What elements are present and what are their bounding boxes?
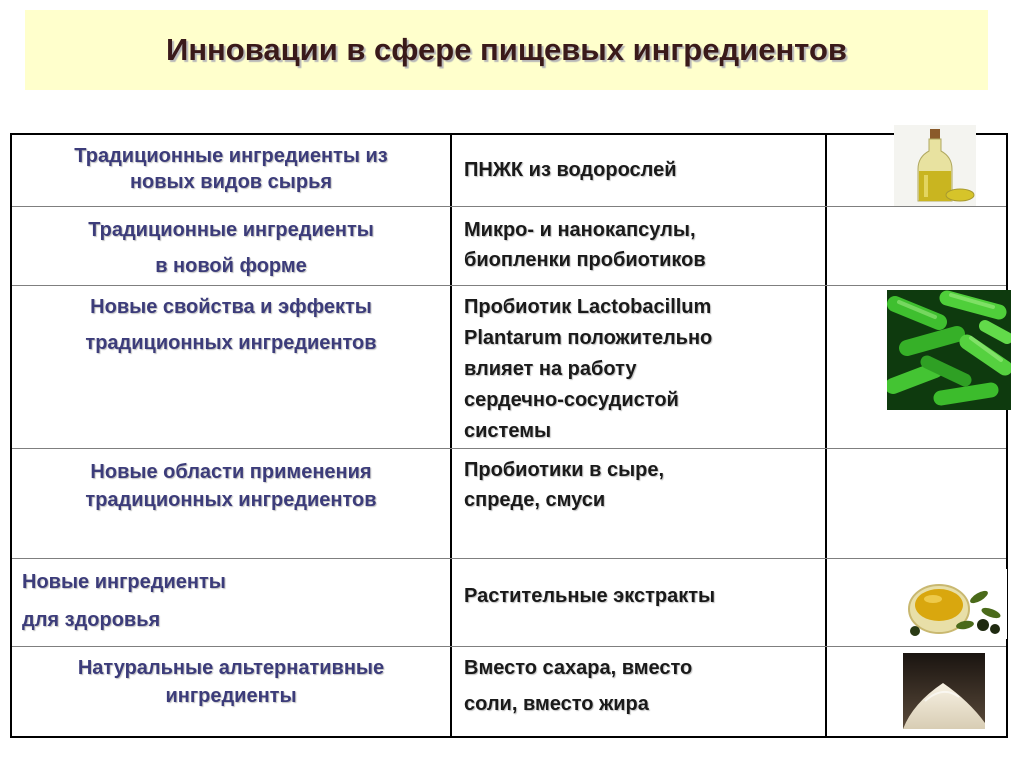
olive-oil-bowl-icon (895, 569, 1007, 639)
example-text: влияет на работу (464, 358, 637, 380)
example-text: системы (464, 420, 552, 442)
table-row (12, 285, 1006, 448)
table-row (12, 135, 1006, 206)
example-text: Микро- и нанокапсулы, (464, 219, 696, 241)
image-cell (827, 449, 1008, 558)
category-text: Традиционные ингредиенты (88, 219, 374, 241)
example-cell (452, 286, 827, 448)
category-cell (12, 449, 452, 558)
category-text: Традиционные ингредиенты из (74, 145, 388, 167)
category-cell (12, 286, 452, 448)
image-cell (827, 647, 1008, 738)
table-row (12, 646, 1006, 738)
example-text: спреде, смуси (464, 489, 606, 511)
example-text: соли, вместо жира (464, 693, 649, 715)
example-text: Растительные экстракты (464, 585, 716, 607)
example-text: Пробиотики в сыре, (464, 459, 665, 481)
category-text: ингредиенты (165, 685, 297, 707)
category-cell (12, 207, 452, 285)
example-text: Вместо сахара, вместо (464, 657, 693, 679)
image-cell (827, 559, 1008, 646)
category-cell (12, 559, 452, 646)
example-text: Plantarum положительно (464, 327, 713, 349)
bacteria-icon (887, 290, 1011, 410)
example-cell (452, 647, 827, 738)
innovations-table (10, 133, 1008, 738)
category-text: Новые области применения (90, 461, 372, 483)
table-row (12, 558, 1006, 646)
example-cell (452, 559, 827, 646)
powder-pile-icon (903, 653, 985, 729)
example-cell (452, 449, 827, 558)
category-text: Натуральные альтернативные (77, 657, 385, 679)
image-cell (827, 286, 1008, 448)
category-text: традиционных ингредиентов (85, 332, 377, 354)
category-cell (12, 135, 452, 206)
category-text: Новые свойства и эффекты (90, 296, 372, 318)
category-text: в новой форме (155, 255, 307, 277)
category-text: традиционных ингредиентов (85, 489, 377, 511)
image-cell (827, 207, 1008, 285)
page-title: Инновации в сфере пищевых ингредиентов (166, 32, 847, 67)
oil-bottle-icon (894, 125, 976, 207)
category-text: Новые ингредиенты (22, 571, 226, 593)
example-text: сердечно-сосудистой (464, 389, 679, 411)
image-cell (827, 135, 1008, 206)
table-row (12, 206, 1006, 285)
category-text: новых видов сырья (129, 171, 333, 193)
example-text: ПНЖК из водорослей (464, 159, 677, 181)
example-text: Пробиотик Lactobacillum (464, 296, 712, 318)
category-text: для здоровья (22, 609, 161, 631)
example-text: биопленки пробиотиков (464, 249, 706, 271)
category-cell (12, 647, 452, 738)
table-row (12, 448, 1006, 558)
example-cell (452, 135, 827, 206)
title-banner (25, 10, 988, 90)
example-cell (452, 207, 827, 285)
